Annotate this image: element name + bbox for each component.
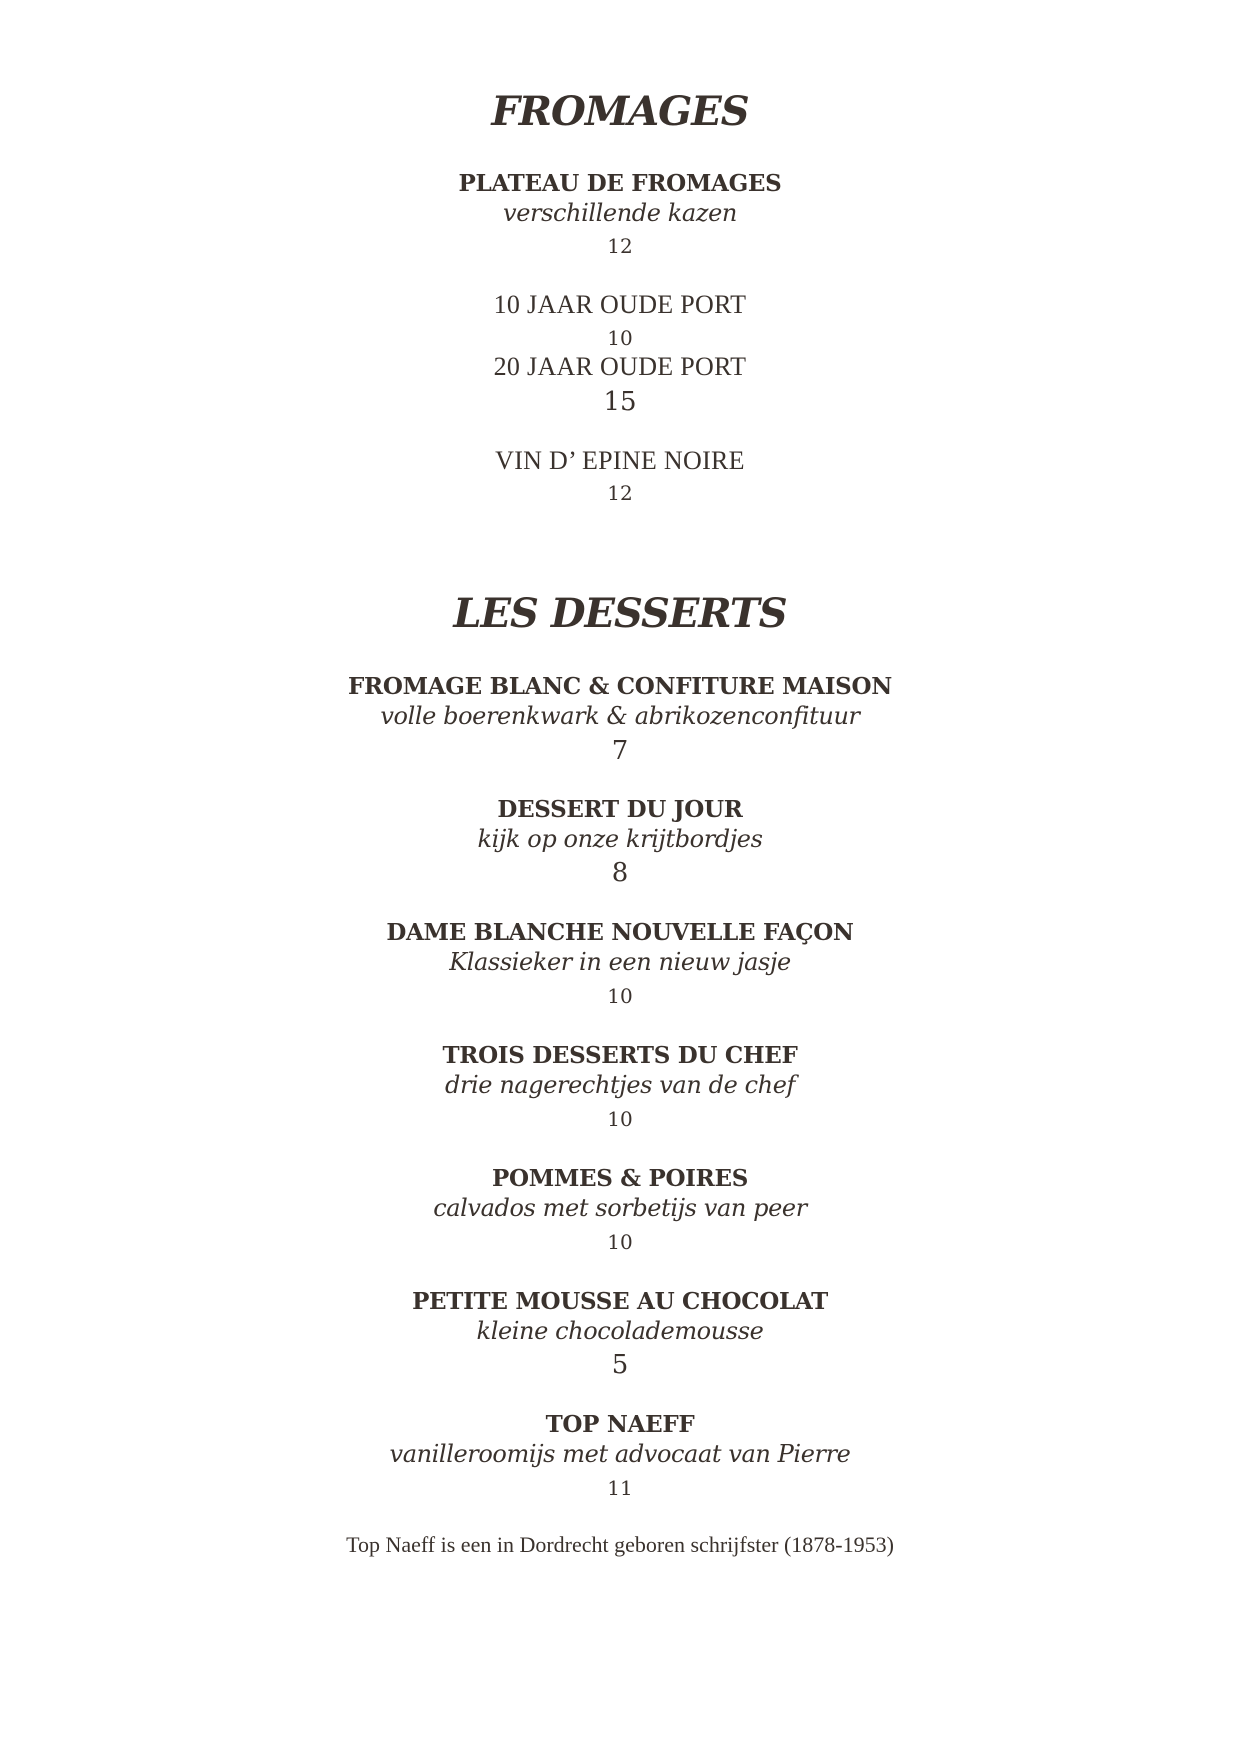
dessert-description: calvados met sorbetijs van peer (433, 1194, 807, 1222)
dessert-name: POMMES & POIRES (491, 1165, 748, 1192)
fromages-title: FROMAGES (491, 88, 749, 135)
dessert-description: kleine chocolademousse (476, 1317, 764, 1345)
plateau-name: PLATEAU DE FROMAGES (458, 170, 782, 197)
dessert-description: kijk op onze krijtbordjes (477, 825, 763, 853)
dessert-price: 11 (607, 1476, 633, 1500)
dessert-price: 10 (607, 1230, 633, 1254)
port20-name: 20 JAAR OUDE PORT (493, 352, 747, 381)
plateau-description: verschillende kazen (503, 199, 737, 227)
vin-price: 12 (607, 481, 633, 505)
dessert-description: Klassieker in een nieuw jasje (449, 948, 791, 976)
dessert-price: 8 (611, 858, 629, 888)
dessert-name: DESSERT DU JOUR (497, 796, 743, 823)
dessert-price: 10 (607, 984, 633, 1008)
dessert-description: vanilleroomijs met advocaat van Pierre (389, 1440, 851, 1468)
dessert-name: FROMAGE BLANC & CONFITURE MAISON (348, 673, 892, 700)
top-naeff-footnote: Top Naeff is een in Dordrecht geboren schrijfster (1878-1953) (346, 1532, 894, 1557)
dessert-name: PETITE MOUSSE AU CHOCOLAT (412, 1288, 828, 1315)
port10-name: 10 JAAR OUDE PORT (493, 290, 747, 319)
dessert-name: TOP NAEFF (545, 1411, 695, 1438)
dessert-name: DAME BLANCHE NOUVELLE FAÇON (386, 919, 854, 946)
dessert-name: TROIS DESSERTS DU CHEF (442, 1042, 798, 1069)
dessert-price: 10 (607, 1107, 633, 1131)
dessert-price: 5 (611, 1350, 629, 1380)
plateau-price: 12 (607, 234, 633, 258)
port10-price: 10 (607, 326, 633, 350)
dessert-description: volle boerenkwark & abrikozenconfituur (380, 702, 860, 730)
vin-name: VIN D’ EPINE NOIRE (495, 446, 745, 475)
port20-price: 15 (603, 387, 637, 417)
desserts-title: LES DESSERTS (453, 590, 787, 637)
dessert-price: 7 (611, 736, 629, 766)
dessert-description: drie nagerechtjes van de chef (444, 1071, 796, 1099)
